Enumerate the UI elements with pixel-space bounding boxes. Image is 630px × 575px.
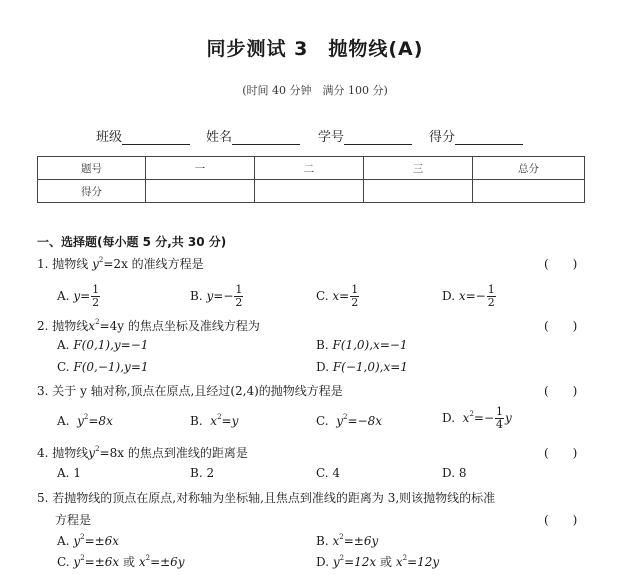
math-var: y [92, 257, 99, 271]
math-expr: =8x [88, 414, 113, 428]
math-sup: 2 [339, 554, 345, 562]
option-label: D. [316, 360, 330, 374]
math-var: x [395, 555, 403, 569]
question-stem: 抛物线 [52, 257, 89, 271]
question-5 [37, 489, 495, 506]
class-label: 班级 [96, 130, 123, 145]
option-label: A. [57, 466, 70, 480]
option-label: D. [442, 466, 456, 480]
table-cell: 二 [255, 157, 364, 180]
score-cell[interactable] [364, 180, 473, 203]
option-c[interactable] [316, 413, 382, 428]
table-cell: 一 [146, 157, 255, 180]
option-label: B. [316, 534, 329, 548]
question-number: 2. [37, 319, 49, 333]
score-cell[interactable] [473, 180, 585, 203]
answer-bracket[interactable]: ( ) [544, 319, 578, 333]
class-blank[interactable] [122, 130, 190, 145]
question-number: 3. [37, 384, 49, 398]
option-b[interactable] [190, 284, 244, 309]
question-4 [37, 444, 248, 461]
or-text: 或 [376, 555, 396, 569]
math-expr: =2x [103, 257, 128, 271]
question-stem: 的焦点坐标及准线方程为 [124, 319, 260, 333]
answer-bracket[interactable]: ( ) [544, 384, 578, 398]
math-sup: 2 [80, 554, 85, 562]
option-text: F(0,−1),y=1 [73, 360, 149, 374]
math-expr: =−8x [347, 414, 382, 428]
option-label: C. [57, 555, 70, 569]
math-expr: y= [206, 289, 224, 303]
option-label: A. [57, 289, 70, 303]
math-sup: 2 [217, 413, 222, 421]
question-2 [37, 317, 260, 334]
math-expr: y= [73, 289, 91, 303]
option-label: B. [190, 414, 203, 428]
option-d[interactable] [442, 406, 512, 431]
math-var: x [210, 414, 218, 428]
or-text: 或 [119, 555, 139, 569]
student-id-field[interactable] [318, 126, 412, 145]
student-id-label: 学号 [318, 130, 345, 145]
math-expr: =±6y [150, 555, 185, 569]
option-d[interactable] [442, 466, 466, 480]
math-sup: 2 [80, 533, 85, 541]
option-d[interactable] [316, 360, 408, 374]
math-var: y [505, 411, 512, 425]
numerator: 1 [235, 283, 243, 296]
answer-bracket[interactable]: ( ) [544, 257, 578, 271]
math-sup: 2 [83, 413, 89, 421]
math-expr: x= [332, 289, 350, 303]
option-c[interactable] [316, 284, 360, 309]
denominator: 2 [351, 296, 359, 309]
option-text: F(−1,0),x=1 [332, 360, 408, 374]
name-label: 姓名 [206, 130, 233, 145]
math-expr: =8x [99, 446, 125, 460]
math-sup: 2 [98, 256, 104, 264]
name-field[interactable] [206, 126, 300, 145]
option-text: F(0,1),y=−1 [73, 338, 149, 352]
question-number: 1. [37, 257, 49, 271]
table-score-row [38, 180, 585, 203]
option-label: A. [57, 338, 70, 352]
math-sign: − [475, 289, 486, 303]
math-expr: =12x [344, 555, 377, 569]
math-sup: 2 [95, 445, 100, 453]
option-b[interactable] [316, 533, 378, 548]
option-c[interactable] [57, 360, 149, 374]
numerator: 1 [496, 405, 504, 418]
table-cell: 总分 [473, 157, 585, 180]
fraction [91, 284, 100, 309]
name-blank[interactable] [232, 130, 300, 145]
math-var: x [88, 319, 96, 333]
question-stem: 抛物线 [52, 446, 89, 460]
math-expr: =±6x [84, 534, 120, 548]
option-label: A. [57, 414, 70, 428]
option-a[interactable] [57, 466, 81, 480]
option-label: B. [190, 289, 203, 303]
denominator: 4 [496, 418, 504, 431]
option-label: D. [442, 411, 456, 425]
math-var: x [332, 534, 340, 548]
math-sup: 2 [402, 554, 408, 562]
question-stem: 关于 y 轴对称,顶点在原点,且经过(2,4)的抛物线方程是 [52, 384, 343, 398]
numerator: 1 [487, 283, 495, 296]
option-a[interactable] [57, 338, 148, 352]
math-sup: 2 [343, 413, 348, 421]
denominator: 2 [235, 296, 243, 309]
numerator: 1 [92, 283, 100, 296]
answer-bracket[interactable]: ( ) [544, 513, 578, 527]
math-sup: 2 [469, 410, 474, 418]
score-label: 得分 [429, 130, 456, 145]
math-sup: 2 [95, 318, 100, 326]
option-text: 8 [458, 466, 467, 480]
math-var: x [462, 411, 470, 425]
math-var: y [77, 414, 84, 428]
exam-time-info: (时间 40 分钟 满分 100 分) [242, 84, 388, 97]
option-label: D. [442, 289, 456, 303]
table-header-row [38, 157, 585, 180]
option-text: 2 [206, 466, 215, 480]
question-3 [37, 382, 343, 399]
math-expr: =±6y [343, 534, 379, 548]
option-label: A. [57, 534, 70, 548]
fraction [350, 284, 359, 309]
option-b[interactable] [316, 338, 408, 352]
option-text: 4 [332, 466, 341, 480]
option-label: C. [316, 289, 329, 303]
math-sign: − [223, 289, 234, 303]
math-expr: =y [221, 414, 239, 428]
table-cell: 题号 [38, 157, 146, 180]
math-sign: =− [473, 411, 495, 425]
score-blank[interactable] [455, 130, 523, 145]
math-expr: =12y [407, 555, 440, 569]
math-var: x [138, 555, 146, 569]
option-text: F(1,0),x=−1 [332, 338, 408, 352]
numerator: 1 [351, 283, 359, 296]
question-stem: 的准线方程是 [127, 257, 204, 271]
math-expr: x= [458, 289, 476, 303]
option-c[interactable] [316, 466, 340, 480]
option-c[interactable] [57, 553, 185, 570]
question-stem: 的焦点到准线的距离是 [124, 446, 248, 460]
score-table [37, 156, 585, 203]
option-d[interactable] [442, 284, 497, 309]
option-b[interactable] [190, 466, 214, 480]
score-field[interactable] [429, 126, 523, 145]
option-text: 1 [73, 466, 81, 480]
denominator: 2 [487, 296, 495, 309]
question-number: 4. [37, 446, 49, 460]
fraction [487, 284, 496, 309]
option-label: C. [316, 466, 329, 480]
option-d[interactable] [316, 553, 439, 570]
math-var: y [336, 414, 343, 428]
math-var: y [73, 534, 81, 548]
math-var: y [88, 446, 96, 460]
denominator: 2 [92, 296, 100, 309]
answer-bracket[interactable]: ( ) [544, 446, 578, 460]
option-label: B. [316, 338, 329, 352]
math-var: y [73, 555, 81, 569]
option-a[interactable] [57, 533, 119, 548]
math-expr: =±6x [84, 555, 120, 569]
section-title: 一、选择题(每小题 5 分,共 30 分) [37, 235, 227, 249]
math-expr: =4y [99, 319, 125, 333]
question-1 [37, 255, 204, 272]
option-label: C. [316, 414, 329, 428]
option-label: D. [316, 555, 330, 569]
table-cell: 三 [364, 157, 473, 180]
math-sup: 2 [339, 533, 344, 541]
question-number: 5. [37, 491, 49, 505]
option-a[interactable] [57, 284, 101, 309]
question-stem: 若抛物线的顶点在原点,对称轴为坐标轴,且焦点到准线的距离为 3,则该抛物线的标准 [52, 491, 496, 505]
option-a[interactable] [57, 413, 113, 428]
class-field[interactable] [96, 126, 190, 145]
student-id-blank[interactable] [344, 130, 412, 145]
score-cell[interactable] [255, 180, 364, 203]
math-sup: 2 [145, 554, 151, 562]
option-b[interactable] [190, 413, 238, 428]
option-label: C. [57, 360, 70, 374]
option-label: B. [190, 466, 203, 480]
question-5-cont: 方程是 [55, 513, 92, 527]
page-title: 同步测试 3 抛物线(A) [206, 38, 424, 60]
fraction [495, 406, 504, 431]
table-cell: 得分 [38, 180, 146, 203]
math-var: y [332, 555, 340, 569]
question-stem: 抛物线 [52, 319, 89, 333]
score-cell[interactable] [146, 180, 255, 203]
fraction [234, 284, 243, 309]
